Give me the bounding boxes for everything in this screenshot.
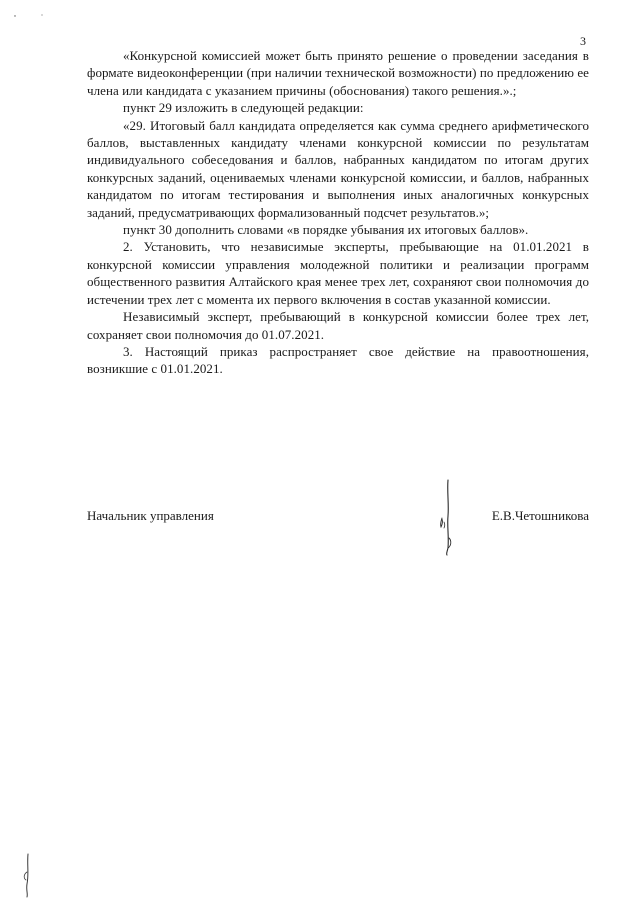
paragraph-2: пункт 29 изложить в следующей редакции: [123, 100, 364, 116]
document-body [87, 47, 589, 378]
handwritten-signature [434, 478, 460, 561]
signer-title: Начальник управления [87, 508, 214, 523]
stray-mark [12, 8, 52, 26]
signer-name: Е.В.Четошникова [491, 508, 589, 523]
signature-block [87, 508, 589, 530]
paragraph-1: «Конкурсной комиссией может быть принято решение о проведении заседания в формате видеоконференции (при наличии технической возможности) по предложению ее члена или кандидата с указанием причины (обоснования) такого решения.».; [87, 48, 589, 98]
paragraph-3: «29. Итоговый балл кандидата определяется как сумма среднего арифметического баллов, выставленных кандидату членами конкурсной комиссии по результатам индивидуального собеседования и баллов, набранных кандидатом по итогам других конкурсных заданий, оцениваемых членами конкурсной комиссии, и баллов, набранных кандидатом по итогам тестирования и выполнения иных аналогичных конкурсных заданий, предусматривающих формализованный подсчет результатов.»; [87, 117, 589, 220]
margin-mark [20, 852, 36, 903]
paragraph-6: Независимый эксперт, пребывающий в конкурсной комиссии более трех лет, сохраняет свои полномочия до 01.07.2021. [87, 309, 589, 342]
paragraph-4: пункт 30 дополнить словами «в порядке убывания их итоговых баллов». [123, 222, 529, 238]
paragraph-5: 2. Установить, что независимые эксперты, пребывающие на 01.01.2021 в конкурсной комиссии управления молодежной политики и реализации программ общественного развития Алтайского края менее трех лет, сохраняют свои полномочия до истечении трех лет с момента их первого включения в состав указанной комиссии. [87, 239, 589, 307]
paragraph-7: 3. Настоящий приказ распространяет свое действие на правоотношения, возникшие с 01.01.2021. [87, 343, 589, 377]
page-number: 3 [580, 34, 586, 48]
